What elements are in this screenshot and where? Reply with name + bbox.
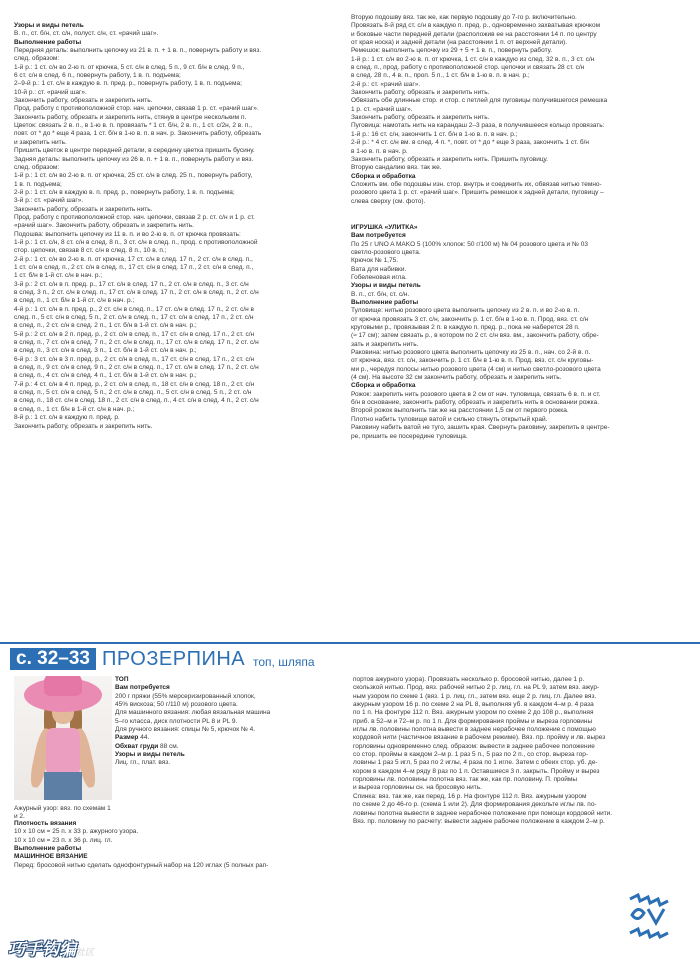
text-line: ловины полотна вывести в заднее нерабочее положение при помощи кордовой нити. xyxy=(353,809,613,817)
text-line: 2-й р.: ст. «рачий шаг». xyxy=(351,80,421,88)
text-line: Цветок: связать 2 в. п., в 1-ю в. п. провязать * 1 ст. б/н, 2 в. п., 1 ст. с/2н, 2 в. п., xyxy=(14,122,253,130)
text-line: в след. п., 5 ст. с/н в след. 5 п., 2 ст. с/н в след. п., 5 ст. с/н в след. 5 п., 2 ст. с/н xyxy=(14,389,252,397)
text-line: и боковые части передней детали (расположив ее на расстоянии 14 п. по центру xyxy=(351,30,597,38)
text-line: 1 ст. б/н в 1-й ст. с/н в нач. р.; xyxy=(14,272,103,280)
text-line: в след. п., 4 ст. с/н в след. 4 п., 1 ст. б/н в 1-й ст. с/н в нач. р.; xyxy=(14,372,197,380)
text-line: горловины лв. половины полотна вяз. так же, как пр. половину. П. проймы xyxy=(353,776,578,784)
text-line: 200 г пряжи (55% мерсеризированный хлопок, xyxy=(115,692,256,700)
text-line: Сборка и обработка xyxy=(351,172,416,180)
text-line: ным узором по схеме 1 (вяз. 1 р. лиц. гл., затем вяз. еще 2 р. лиц. гл. Далее вяз. xyxy=(353,692,597,700)
text-line: Вторую подошву вяз. так же, как первую подошву до 7-го р. включительно. xyxy=(351,14,577,21)
text-line: повт. от * до * еще 4 раза, 1 ст. б/н в 1-ю в. п. в нач. р. Закончить работу, обрезать xyxy=(14,130,262,138)
text-line: В. п., ст. б/н, ст. с/н. xyxy=(351,290,410,298)
text-line: Спинка: вяз. так же, как перед, 16 р. На фонтуре 112 п. Вяз. ажурным узором xyxy=(353,792,587,800)
text-line: от края носка) и задней детали (на расстоянии 1 п. от верхней детали). xyxy=(351,39,568,47)
text-line: в след. 28 п., 4 в. п., проп. 5 п., 1 ст. б/н в 1-ю в. п. в нач. р.; xyxy=(351,72,530,80)
text-line: Перед: бросовой нитью сделать однофонтурный набор на 120 иглах (5 полных рап- xyxy=(14,861,269,869)
text-line: Пришить цветок в центре передней детали, в середину цветка пришить бусину. xyxy=(14,147,255,155)
text-line: Вторую сандалию вяз. так же. xyxy=(351,164,442,172)
text-line: Подошва: выполнить цепочку из 11 в. п. и во 2-ю в. п. от крючка провязать: xyxy=(14,230,241,238)
top-instructions-start xyxy=(14,820,350,870)
text-line: по 1 п. На фонтуре 112 п. Вяз. ажурным узором по схеме 2 до 108 р., выполняя xyxy=(353,709,594,717)
text-line: 7-й р.: 4 ст. с/н в 4 п. пред. р., 2 ст. с/н в след. п., 18 ст. с/н в след. 18 п., 2 ст. с/н xyxy=(14,380,255,388)
magazine-logo xyxy=(628,893,672,939)
text-line: Лиц. гл., плат. вяз. xyxy=(115,759,171,767)
text-line: Передняя деталь: выполнить цепочку из 21 в. п. + 1 в. п., повернуть работу и вяз. xyxy=(14,47,262,55)
text-line: Вам потребуется xyxy=(115,684,170,692)
text-line: 1 ст. с/н в след. п., 2 ст. с/н в след. п., 17 ст. с/н в след. 17 п., 2 ст. с/н в след. п., xyxy=(14,263,254,271)
text-line: приб. в 52–м и 72–м р. по 1 п. Для формирования проймы и выреза горловины xyxy=(353,717,593,725)
text-line: в след. п., 18 ст. с/н в след. 18 п., 2 ст. с/н в след. п., 4 ст. с/н в след. 4 п., 2 ст. с/н xyxy=(14,397,259,405)
text-line: Плотно набить туловище ватой и сильно стянуть открытый край. xyxy=(351,415,548,423)
text-line: 2-й р.: 1 ст. с/н во 2-ю в. п. от крючка, 17 ст. с/н в след. 17 п., 2 ст. с/н в след. п., xyxy=(14,255,253,263)
text-line: Плотность вязания xyxy=(14,820,77,827)
text-line: 1-й р.: 1 ст. с/н во 2-ю п. от крючка, 5 ст. с/н в след. 5 п., 9 ст. б/н в след. 9 п., xyxy=(14,63,245,71)
text-line: Второй рожок выполнить так же на расстоянии 1,5 см от первого рожка. xyxy=(351,407,569,415)
text-line: 10 х 10 см = 25 п. х 33 р. ажурного узора. xyxy=(14,828,139,836)
text-line: в след. п., 1 ст. б/н в 1-й ст. с/н в нач. р.; xyxy=(14,405,135,413)
text-line: «рачий шаг». Закончить работу, обрезать и закрепить нить. xyxy=(14,222,194,230)
text-line: Закончить работу, обрезать и закрепить нить. xyxy=(351,89,490,97)
text-line: Для машинного вязания: любая вязальная машина xyxy=(115,709,271,717)
text-line: ажурным узором 16 р. по схеме 2 на PL 8, выполняя уб. в каждом 4–м р. 4 раза xyxy=(353,701,594,709)
text-line: по схеме 2 до 46-го р. (схема 1 или 2). Для формирования декольте иглы лв. по- xyxy=(353,801,597,809)
page-range-tag: с. 32–33 xyxy=(10,648,96,670)
text-line: 45% вискоза; 50 г/110 м) розового цвета. xyxy=(115,701,238,709)
text-line: 2-й р.: 1 ст. с/н в каждую в. п. пред. р., повернуть работу, 1 в. п. подъема; xyxy=(14,188,235,196)
text-line: 8-й р.: 1 ст. с/н в каждую п. пред. р. xyxy=(14,414,120,422)
text-line: ловины 1 раз 5 игл, 5 раз по 2 иглы, 4 раза по 1 игле. Затем с обеих стор. уб. де- xyxy=(353,759,598,767)
model-photo xyxy=(14,676,112,800)
text-line: со стор. проймы в каждом 2–м р. 1 раз 5 п., 5 раз по 2 п., со стор. выреза гор- xyxy=(353,751,589,759)
text-line: зать и закрепить нить. xyxy=(351,340,419,348)
text-line: 2–9-й р.: 1 ст. с/н в каждую в. п. пред. р., повернуть работу, 1 в. п. подъема; xyxy=(14,80,242,88)
text-line: и выреза горловины сн. на бросовую нить. xyxy=(353,784,482,792)
text-line: 2-й р.: * 4 ст. с/н вм. в след. 4 п. *, повт. от * до * еще 3 раза, закончить 1 ст. б/н xyxy=(351,139,590,147)
text-line: 1-й р.: 1 ст. с/н во 2-ю в. п. от крючка, 25 ст. с/н в след. 25 п., повернуть работу, xyxy=(14,172,253,180)
text-line: 1-й р.: 1 ст. с/н во 2-ю в. п. от крючка, 1 ст. с/н в каждую из след. 32 в. п., 3 ст. с/н xyxy=(351,55,595,63)
text-line: Задняя деталь: выполнить цепочку из 26 в. п. + 1 в. п., повернуть работу и вяз. xyxy=(14,155,254,163)
forum-watermark: 巧手钩编社区 xyxy=(8,940,95,960)
text-line: скользкой нитью. Прод. вяз. рабочей нитью 2 р. лиц. гл. на PL 9, затем вяз. ажур- xyxy=(353,684,600,692)
section-banner xyxy=(0,642,700,674)
photo-caption: Ажурный узор: вяз. по схемам 1 и 2. xyxy=(14,805,111,821)
text-line: светло-розового цвета. xyxy=(351,248,421,256)
text-line: в 1-ю в. п. в нач. р. xyxy=(351,147,408,155)
text-line: от крючка провязать 3 ст. с/н, закончить р. 1 ст. б/н в 1-ю в. п. Прод. вяз. ст. с/н xyxy=(351,315,589,323)
text-line: Закончить работу, обрезать и закрепить нить. xyxy=(14,205,153,213)
text-line: По 25 г UNO A MAKO 5 (100% хлопок: 50 г/100 м) № 04 розового цвета и № 03 xyxy=(351,240,588,248)
text-line: Сложить вм. обе подошвы изн. стор. внутрь и соединить их, обвязав нитью темно- xyxy=(351,180,602,188)
text-line: Крючок № 1,75. xyxy=(351,257,399,265)
text-line: 10-й р.: ст. «рачий шаг». xyxy=(14,88,87,96)
text-line xyxy=(351,215,686,224)
text-line: 1 в. п. подъема; xyxy=(14,180,62,188)
text-line: слева сверху (см. фото). xyxy=(351,197,426,205)
text-line: Вам потребуется xyxy=(351,232,406,240)
text-line: Вата для набивки. xyxy=(351,265,407,273)
text-line: Узоры и виды петель xyxy=(14,22,84,29)
section-subtitle: топ, шляпа xyxy=(253,655,315,669)
text-line: в след. п., 2 ст. с/н в след. 2 п., 1 ст. б/н в 1-й ст. с/н в нач. р.; xyxy=(14,322,197,330)
text-line: Туловище: нитью розового цвета выполнить цепочку из 2 в. п. и во 2-ю в. п. xyxy=(351,307,580,315)
pattern-text-right-column xyxy=(351,14,686,441)
text-line: 3-й р.: ст. «рачий шаг». xyxy=(14,197,84,205)
text-line: Выполнение работы xyxy=(351,299,419,306)
text-line: Закончить работу, обрезать и закрепить нить, стянув в центре нескольким п. xyxy=(14,113,247,121)
text-line: в след. п., 7 ст. с/н в след. 7 п., 2 ст. с/н в след. п., 17 ст. с/н в след. 17 п., 2 ст. с/н xyxy=(14,339,259,347)
text-line: стор. цепочки, связав 8 ст. с/н в след. 8 п., 10 в. п.; xyxy=(14,247,167,255)
text-line: Узоры и виды петель xyxy=(115,751,185,759)
text-line: след. образом: xyxy=(14,163,60,171)
text-line: Сборка и обработка xyxy=(351,382,416,390)
text-line: круговыми р., провязывая 2 п. в каждую п. пред. р., пока не наберется 28 п. xyxy=(351,324,580,332)
text-line: от крючка, вяз. ст. с/н, закончить р. 1 ст. б/н в 1-ю в. п. Прод. вяз. ст. с/н круговы- xyxy=(351,357,594,365)
text-line: в след. п., прод. работу с противоположной стор. цепочки и связать 28 ст. с/н xyxy=(351,64,585,72)
text-line: в след. п., 1 ст. б/н в 1-й ст. с/н в нач. р.; xyxy=(14,297,135,305)
top-instructions-continued xyxy=(353,676,685,826)
text-line: 5–го класса, диск плотности PL 8 и PL 9. xyxy=(115,717,238,725)
text-line: Провязать 8-й ряд ст. с/н в каждую п. пред. р., одновременно захватывая крючком xyxy=(351,22,601,30)
text-line: 1-й р.: 16 ст. с/н, закончить 1 ст. б/н в 1-ю в. п. в нач. р.; xyxy=(351,130,518,138)
text-line: Размер 44. xyxy=(115,734,150,742)
text-line: Обхват груди 88 см. xyxy=(115,742,179,750)
text-line: горловины одновременно след. образом: вывести в заднее рабочее положение xyxy=(353,742,595,750)
text-line: 10 х 10 см = 23 п. х 36 р. лиц. гл. xyxy=(14,836,113,844)
text-line: 1 р. ст. «рачий шаг». xyxy=(351,105,413,113)
text-line: Узоры и виды петель xyxy=(351,282,421,290)
text-line: Выполнение работы xyxy=(14,38,82,46)
text-line: след. образом: xyxy=(14,55,60,63)
text-line: Выполнение работы xyxy=(14,845,82,853)
text-line: Пуговица: намотать нить на карандаш 2–3 раза, в получившееся кольцо провязать: xyxy=(351,122,605,130)
text-line: В. п., ст. б/н, ст. с/н, полуст. с/н, ст. «рачий шаг». xyxy=(14,30,159,38)
text-line: ИГРУШКА «УЛИТКА» xyxy=(351,223,418,231)
text-line: Обвязать обе длинные стор. и стор. с петлей для пуговицы получившегося ремешка xyxy=(351,97,608,105)
text-line: Закончить работу, обрезать и закрепить нить. xyxy=(14,422,153,430)
text-line: Рожок: закрепить нить розового цвета в 2 см от нач. туловища, связать 6 в. п. и ст. xyxy=(351,390,601,398)
top-materials-block xyxy=(115,676,347,768)
text-line: ТОП xyxy=(115,676,129,683)
text-line: 6 ст. с/н в след. 6 п., повернуть работу, 1 в. п. подъема; xyxy=(14,72,181,80)
text-line: кором в каждом 4–м ряду 8 раз по 1 п. Оставшиеся 3 п. закрыть. Пройму и вырез xyxy=(353,767,600,775)
text-line: Для ручного вязания: спицы № 5, крючок № 4. xyxy=(115,726,256,734)
text-line: в след. 3 п., 2 ст. с/н в след. п., 17 ст. с/н в след. 17 п., 2 ст. с/н в след. п., 2 ст. с/н xyxy=(14,289,259,296)
text-line: след. п., 5 ст. с/н в след. 5 п., 2 ст. с/н в след. п., 17 ст. с/н в след. 17 п., 2 ст. с/н xyxy=(14,314,254,322)
text-line: кордовой нити (частичное вязание в рабочем режиме). Вяз. пр. пройму и лв. вырез xyxy=(353,734,606,742)
text-line: Ремешок: выполнить цепочку из 29 + 5 + 1 в. п., повернуть работу. xyxy=(351,47,553,55)
text-line: Раковина: нитью розового цвета выполнить цепочку из 25 в. п., нач. со 2-й в. п. xyxy=(351,349,591,357)
text-line: б/н в основание, закончить работу, обрезать и закрепить нить в основании рожка. xyxy=(351,399,600,407)
text-line: в след. п., 3 ст. с/н в след. 3 п., 1 ст. б/н в 1-й ст. с/н в нач. р.; xyxy=(14,347,197,355)
text-line: ре, пришить ее посередине туловища. xyxy=(351,432,468,440)
text-line: портов ажурного узора). Провязать несколько р. бросовой нитью, далее 1 р. xyxy=(353,676,585,683)
text-line: Раковину набить ватой не туго, зашить края. Свернуть раковину, закрепить в центре- xyxy=(351,424,610,432)
text-line: Прод. работу с противоположной стор. нач. цепочки, связав 2 р. ст. с/н и 1 р. ст. xyxy=(14,213,255,221)
text-line: МАШИННОЕ ВЯЗАНИЕ xyxy=(14,853,88,861)
text-line: Закончить работу, обрезать и закрепить нить. xyxy=(351,114,490,122)
text-line: (≈ 17 см); затем связать р., в котором по 2 ст. с/н вяз. вм., закончить работу, обре- xyxy=(351,332,599,340)
text-line: и закрепить нить. xyxy=(14,138,67,146)
text-line: Прод. работу с противоположной стор. нач. цепочки, связав 1 р. ст. «рачий шаг». xyxy=(14,105,259,113)
text-line: в след. п., 9 ст. с/н в след. 9 п., 2 ст. с/н в след. п., 17 ст. с/н в след. 17 п., 2 ст. с/н xyxy=(14,364,259,372)
text-line: 1-й р.: 1 ст. с/н, 8 ст. с/н в след. 8 п., 3 ст. с/н в след. п., прод. с противоположной xyxy=(14,238,258,246)
text-line: Гобеленовая игла. xyxy=(351,273,407,281)
text-line: иглы лв. половины полотна вывести в заднее нерабочее положение с помощью xyxy=(353,726,596,734)
text-line: ми р., чередуя полосы нитью розового цвета (4 см) и нитью светло-розового цвета xyxy=(351,365,601,373)
text-line: Закончить работу, обрезать и закрепить нить. xyxy=(14,97,153,105)
text-line: 3-й р.: 2 ст. с/н в п. пред. р., 17 ст. с/н в след. 17 п., 2 ст. с/н в след. п., 3 ст. с/н xyxy=(14,280,249,288)
text-line: (4 см). На высоте 32 см закончить работу, обрезать и закрепить нить. xyxy=(351,374,562,382)
section-title: ПРОЗЕРПИНА xyxy=(102,648,246,670)
text-line: Закончить работу, обрезать и закрепить нить. Пришить пуговицу. xyxy=(351,155,548,163)
text-line: 6-й р.: 3 ст. с/н в 3 п. пред. р., 2 ст. с/н в след. п., 17 ст. с/н в след. 17 п., 2 ст. с/н xyxy=(14,355,255,363)
text-line: 5-й р.: 2 ст. с/н в 2 п. пред. р., 2 ст. с/н в след. п., 17 ст. с/н в след. 17 п., 2 ст. с/н xyxy=(14,330,255,338)
text-line xyxy=(351,206,686,215)
text-line: 4-й р.: 1 ст. с/н в п. пред. р., 2 ст. с/н в след. п., 17 ст. с/н в след. 17 п., 2 ст. с/н в xyxy=(14,305,254,313)
pattern-text-left-column xyxy=(14,22,342,431)
text-line: Вяз. пр. половину по расчету: вывести заднее рабочее положение в каждом 2–м р. xyxy=(353,817,605,825)
text-line: розового цвета 1 р. ст. «рачий шаг». Пришить ремешок к задней детали, пуговицу – xyxy=(351,189,604,197)
